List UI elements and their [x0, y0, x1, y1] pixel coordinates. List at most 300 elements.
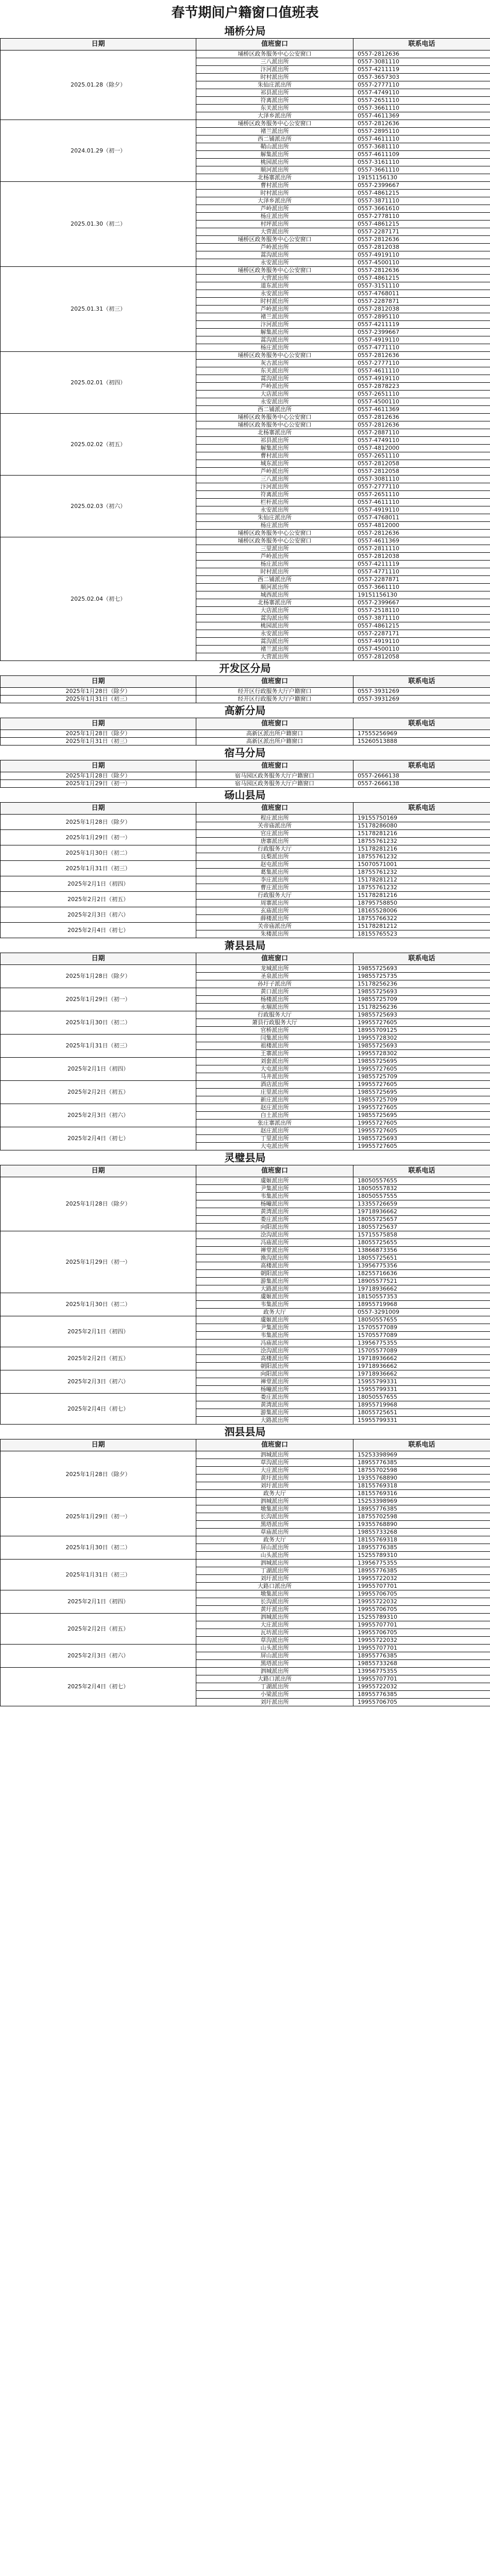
window-cell: 永安派出所	[196, 398, 353, 406]
phone-cell: 15255789310	[353, 1614, 490, 1621]
phone-cell: 18955776385	[353, 1691, 490, 1699]
table-row	[1, 907, 490, 915]
table-row	[1, 696, 490, 703]
date-header: 日期	[1, 718, 196, 730]
window-cell: 蒿沟派出所	[196, 336, 353, 344]
table-row	[1, 476, 490, 483]
phone-cell: 15705577089	[353, 1324, 490, 1332]
phone-cell: 0557-4611110	[353, 499, 490, 506]
phone-cell: 0557-2287871	[353, 298, 490, 306]
date-cell: 2025年2月1日（初四）	[1, 1590, 196, 1614]
window-cell: 埇桥区政务服务中心公安窗口	[196, 421, 353, 429]
window-cell: 曹庄派出所	[196, 884, 353, 892]
phone-cell: 19955707701	[353, 1645, 490, 1652]
window-cell: 虞姬派出所	[196, 1293, 353, 1301]
window-header: 值班窗口	[196, 803, 353, 815]
window-cell: 刘圩派出所	[196, 1699, 353, 1706]
phone-cell: 19718936662	[353, 1363, 490, 1370]
phone-cell: 19955722032	[353, 1575, 490, 1583]
window-cell: 泗城派出所	[196, 1451, 353, 1459]
table-row	[1, 772, 490, 780]
window-header: 值班窗口	[196, 718, 353, 730]
table-row	[1, 1614, 490, 1621]
phone-cell: 18155769316	[353, 1490, 490, 1498]
phone-cell: 0557-2287871	[353, 576, 490, 584]
window-cell: 祁县派出所	[196, 89, 353, 97]
window-cell: 大路口派出所	[196, 1583, 353, 1590]
phone-cell: 18755766322	[353, 915, 490, 923]
phone-cell: 0557-2518110	[353, 607, 490, 615]
window-cell: 永堌派出所	[196, 1004, 353, 1011]
phone-cell: 18755761232	[353, 853, 490, 861]
date-header: 日期	[1, 803, 196, 815]
phone-cell: 0557-3151110	[353, 282, 490, 290]
date-cell: 2025.01.30（初二）	[1, 182, 196, 267]
phone-cell: 15178281216	[353, 892, 490, 900]
window-cell: 李庄派出所	[196, 876, 353, 884]
window-cell: 草沟派出所	[196, 1637, 353, 1645]
window-cell: 大店派出所	[196, 607, 353, 615]
phone-header: 联系电话	[353, 760, 490, 772]
date-cell: 2025年2月4日（初七）	[1, 1127, 196, 1150]
phone-cell: 0557-4611369	[353, 537, 490, 545]
date-cell: 2025年1月29日（初一）	[1, 1231, 196, 1293]
phone-cell: 0557-2777110	[353, 360, 490, 367]
window-cell: 曹村派出所	[196, 452, 353, 460]
window-cell: 大营派出所	[196, 275, 353, 282]
date-cell: 2025年1月28日（除夕）	[1, 772, 196, 780]
phone-cell: 19955707701	[353, 1621, 490, 1629]
phone-cell: 15253398969	[353, 1498, 490, 1505]
phone-cell: 15253398969	[353, 1451, 490, 1459]
phone-cell: 0557-4771110	[353, 344, 490, 352]
window-cell: 永安派出所	[196, 290, 353, 298]
phone-cell: 19955722032	[353, 1637, 490, 1645]
phone-cell: 15178281212	[353, 923, 490, 930]
window-cell: 黄圩派出所	[196, 1475, 353, 1482]
table-row	[1, 730, 490, 738]
date-cell: 2025年1月29日（初一）	[1, 1498, 196, 1536]
phone-cell: 19355768890	[353, 1521, 490, 1529]
phone-cell: 0557-4771110	[353, 568, 490, 576]
phone-cell: 0557-2651110	[353, 97, 490, 105]
phone-cell: 0557-4812000	[353, 522, 490, 530]
window-cell: 向阳派出所	[196, 1370, 353, 1378]
table-row	[1, 815, 490, 822]
window-cell: 埇桥区政务服务中心公安窗口	[196, 267, 353, 275]
window-cell: 埇桥区政务服务中心公安窗口	[196, 236, 353, 244]
phone-cell: 18905577521	[353, 1278, 490, 1285]
table-row	[1, 1370, 490, 1378]
window-cell: 大庄派出所	[196, 1467, 353, 1475]
phone-cell: 18955776385	[353, 1567, 490, 1575]
date-cell: 2025年1月31日（初三）	[1, 861, 196, 876]
phone-cell: 18755761232	[353, 838, 490, 845]
window-cell: 时村派出所	[196, 568, 353, 576]
date-cell: 2025年1月31日（初三）	[1, 1035, 196, 1058]
phone-cell: 19718936662	[353, 1355, 490, 1363]
phone-header: 联系电话	[353, 803, 490, 815]
window-cell: 顺河派出所	[196, 166, 353, 174]
phone-cell: 18150557353	[353, 1293, 490, 1301]
phone-cell: 0557-2651110	[353, 491, 490, 499]
window-cell: 大泽乡派出所	[196, 112, 353, 120]
phone-cell: 0557-4861215	[353, 221, 490, 228]
window-cell: 泗城派出所	[196, 1614, 353, 1621]
window-cell: 解集派出所	[196, 445, 353, 452]
table-row	[1, 876, 490, 884]
section-title: 砀山县局	[224, 789, 266, 801]
window-cell: 刘套派出所	[196, 1058, 353, 1065]
window-cell: 杨庄派出所	[196, 561, 353, 568]
duty-table	[0, 38, 490, 661]
window-cell: 朱楼派出所	[196, 930, 353, 938]
window-cell: 桃园派出所	[196, 159, 353, 166]
window-cell: 符离派出所	[196, 97, 353, 105]
phone-cell: 0557-3871110	[353, 615, 490, 622]
window-cell: 北杨寨派出所	[196, 429, 353, 437]
phone-cell: 19855725693	[353, 1135, 490, 1143]
table-row	[1, 988, 490, 996]
table-row	[1, 1316, 490, 1324]
date-header: 日期	[1, 1439, 196, 1451]
phone-cell: 18155769318	[353, 1482, 490, 1490]
phone-cell: 0557-3661610	[353, 205, 490, 213]
window-cell: 禅堂派出所	[196, 1378, 353, 1386]
window-cell: 山头派出所	[196, 1552, 353, 1560]
phone-cell: 18155765523	[353, 930, 490, 938]
window-cell: 庄里派出所	[196, 1089, 353, 1096]
date-cell: 2025年1月29日（初一）	[1, 988, 196, 1011]
window-cell: 三里派出所	[196, 545, 353, 553]
window-cell: 经开区行政服务大厅户籍窗口	[196, 696, 353, 703]
table-row	[1, 1058, 490, 1065]
window-cell: 赵屯派出所	[196, 861, 353, 869]
window-cell: 蒿沟派出所	[196, 615, 353, 622]
phone-cell: 18755761232	[353, 869, 490, 876]
window-cell: 时村派出所	[196, 190, 353, 197]
table-row	[1, 1590, 490, 1598]
date-cell: 2025年2月2日（初五）	[1, 1347, 196, 1370]
date-cell: 2025年1月28日（除夕）	[1, 1177, 196, 1231]
table-row	[1, 1560, 490, 1567]
table-row	[1, 1668, 490, 1675]
phone-cell: 13956775355	[353, 1668, 490, 1675]
date-cell: 2025年2月4日（初七）	[1, 1668, 196, 1706]
window-cell: 关帝庙派出所	[196, 923, 353, 930]
window-cell: 经开区行政服务大厅户籍窗口	[196, 688, 353, 696]
window-cell: 马井派出所	[196, 1073, 353, 1081]
phone-cell: 15255789310	[353, 1552, 490, 1560]
window-cell: 长沟派出所	[196, 1598, 353, 1606]
window-cell: 黄湾派出所	[196, 1401, 353, 1409]
window-cell: 埇桥区政务服务中心公安窗口	[196, 352, 353, 360]
phone-cell: 0557-2887110	[353, 429, 490, 437]
window-cell: 冯庙派出所	[196, 1340, 353, 1347]
date-cell: 2025年2月2日（初五）	[1, 1614, 196, 1645]
date-cell: 2025年1月31日（初三）	[1, 738, 196, 745]
phone-cell: 19855733268	[353, 1660, 490, 1668]
phone-cell: 0557-4611110	[353, 135, 490, 143]
window-cell: 赵庄派出所	[196, 1127, 353, 1135]
window-cell: 褚兰派出所	[196, 646, 353, 653]
window-cell: 褚兰派出所	[196, 128, 353, 135]
phone-cell: 18955719968	[353, 1301, 490, 1309]
phone-cell: 19855725735	[353, 973, 490, 980]
section-title: 萧县县局	[224, 939, 266, 952]
date-cell: 2025年1月29日（初一）	[1, 780, 196, 788]
phone-cell: 19955706705	[353, 1590, 490, 1598]
window-cell: 屏山派出所	[196, 1544, 353, 1552]
window-cell: 埇桥区政务服务中心公安窗口	[196, 414, 353, 421]
window-cell: 虞姬派出所	[196, 1177, 353, 1185]
date-cell: 2025.01.31（初三）	[1, 267, 196, 352]
window-cell: 埇桥区政务服务中心公安窗口	[196, 530, 353, 537]
date-cell: 2025.02.01（初四）	[1, 352, 196, 414]
window-cell: 政务大厅	[196, 1490, 353, 1498]
phone-header: 联系电话	[353, 718, 490, 730]
window-cell: 刘圩派出所	[196, 1482, 353, 1490]
phone-cell: 18055725637	[353, 1224, 490, 1231]
phone-cell: 19955728302	[353, 1035, 490, 1042]
table-row	[1, 965, 490, 973]
phone-cell: 13355726659	[353, 1200, 490, 1208]
window-header: 值班窗口	[196, 760, 353, 772]
duty-table	[0, 802, 490, 938]
table-row	[1, 1231, 490, 1239]
window-cell: 孙圩子派出所	[196, 980, 353, 988]
window-header: 值班窗口	[196, 1439, 353, 1451]
phone-cell: 19955706705	[353, 1629, 490, 1637]
date-cell: 2025年2月3日（初六）	[1, 907, 196, 923]
date-cell: 2025年1月31日（初三）	[1, 1560, 196, 1590]
window-cell: 芦岭派出所	[196, 205, 353, 213]
window-cell: 大屯派出所	[196, 1143, 353, 1150]
phone-cell: 18955776385	[353, 1544, 490, 1552]
phone-cell: 18755702598	[353, 1513, 490, 1521]
window-cell: 尹集派出所	[196, 1185, 353, 1193]
table-row	[1, 1645, 490, 1652]
duty-table	[0, 675, 490, 703]
phone-cell: 19955706705	[353, 1606, 490, 1614]
window-cell: 屏山派出所	[196, 1652, 353, 1660]
phone-cell: 0557-4611369	[353, 112, 490, 120]
date-cell: 2025年2月3日（初六）	[1, 1370, 196, 1394]
date-cell: 2025年1月31日（初三）	[1, 696, 196, 703]
window-cell: 政务大厅	[196, 1536, 353, 1544]
section-title: 泗县县局	[224, 1426, 266, 1438]
window-cell: 墩集派出所	[196, 1505, 353, 1513]
window-cell: 村坪派出所	[196, 221, 353, 228]
date-cell: 2025年2月1日（初四）	[1, 876, 196, 892]
phone-cell: 19718936662	[353, 1285, 490, 1293]
window-cell: 白土派出所	[196, 1112, 353, 1120]
phone-cell: 0557-4919110	[353, 251, 490, 259]
phone-cell: 15070571001	[353, 861, 490, 869]
phone-cell: 0557-2812636	[353, 120, 490, 128]
window-cell: 尹集派出所	[196, 1324, 353, 1332]
header-row	[1, 718, 490, 730]
phone-cell: 15705577089	[353, 1347, 490, 1355]
section-title: 高新分局	[224, 704, 266, 717]
phone-cell: 0557-3661110	[353, 584, 490, 591]
window-cell: 韦集派出所	[196, 1193, 353, 1200]
window-cell: 宿马园区政务服务大厅户籍窗口	[196, 772, 353, 780]
phone-cell: 0557-3681110	[353, 143, 490, 151]
phone-cell: 0557-3931269	[353, 688, 490, 696]
phone-cell: 0557-2878223	[353, 383, 490, 391]
table-row	[1, 1177, 490, 1185]
window-cell: 唐寨派出所	[196, 838, 353, 845]
phone-cell: 19955727605	[353, 1081, 490, 1089]
phone-cell: 0557-3661110	[353, 166, 490, 174]
window-cell: 赵庄派出所	[196, 1104, 353, 1112]
phone-cell: 0557-3661110	[353, 105, 490, 112]
window-cell: 城东派出所	[196, 460, 353, 468]
phone-cell: 15178286080	[353, 822, 490, 830]
window-cell: 大路派出所	[196, 1285, 353, 1293]
window-cell: 芦岭派出所	[196, 383, 353, 391]
phone-cell: 0557-2287171	[353, 630, 490, 638]
window-cell: 杨庄派出所	[196, 522, 353, 530]
window-cell: 小梁派出所	[196, 1691, 353, 1699]
phone-cell: 19855725693	[353, 1042, 490, 1050]
window-cell: 东关派出所	[196, 367, 353, 375]
phone-cell: 19718936662	[353, 1370, 490, 1378]
table-row	[1, 50, 490, 58]
table-row	[1, 1536, 490, 1544]
window-cell: 黄口派出所	[196, 988, 353, 996]
window-cell: 向阳派出所	[196, 1224, 353, 1231]
phone-cell: 0557-2895110	[353, 128, 490, 135]
phone-cell: 15955799331	[353, 1386, 490, 1394]
window-cell: 玄庙派出所	[196, 907, 353, 915]
phone-cell: 19155750169	[353, 815, 490, 822]
window-cell: 杨疃派出所	[196, 1200, 353, 1208]
date-cell: 2025.01.28（除夕）	[1, 50, 196, 120]
phone-cell: 19855725695	[353, 1112, 490, 1120]
phone-cell: 0557-2287171	[353, 228, 490, 236]
window-cell: 圣泉派出所	[196, 973, 353, 980]
window-cell: 酒店派出所	[196, 1081, 353, 1089]
table-row	[1, 267, 490, 275]
phone-cell: 0557-3161110	[353, 159, 490, 166]
window-cell: 关帝庙派出所	[196, 822, 353, 830]
phone-cell: 19955727605	[353, 1143, 490, 1150]
window-cell: 娄庄派出所	[196, 1216, 353, 1224]
table-row	[1, 923, 490, 930]
date-cell: 2025年1月28日（除夕）	[1, 1451, 196, 1498]
phone-cell: 15260513888	[353, 738, 490, 745]
window-cell: 大营派出所	[196, 653, 353, 661]
window-cell: 北杨寨派出所	[196, 174, 353, 182]
window-cell: 薛楼派出所	[196, 915, 353, 923]
phone-cell: 0557-4768011	[353, 514, 490, 522]
window-cell: 行政服务大厅	[196, 892, 353, 900]
phone-cell: 0557-4861215	[353, 622, 490, 630]
window-cell: 北杨寨派出所	[196, 599, 353, 607]
phone-cell: 0557-2812636	[353, 530, 490, 537]
phone-cell: 0557-4211119	[353, 66, 490, 74]
phone-cell: 19955727605	[353, 1019, 490, 1027]
phone-header: 联系电话	[353, 953, 490, 965]
window-cell: 杨疃派出所	[196, 1386, 353, 1394]
header-row	[1, 1439, 490, 1451]
date-header: 日期	[1, 1165, 196, 1177]
date-cell: 2025.02.02（初五）	[1, 414, 196, 476]
phone-cell: 0557-4211119	[353, 561, 490, 568]
table-row	[1, 1127, 490, 1135]
phone-cell: 0557-4919110	[353, 638, 490, 646]
header-row	[1, 39, 490, 50]
date-cell: 2025.02.04（初七）	[1, 537, 196, 661]
window-cell: 汴河派出所	[196, 321, 353, 329]
window-cell: 大店派出所	[196, 391, 353, 398]
phone-cell: 15178256236	[353, 980, 490, 988]
window-cell: 芦岭派出所	[196, 244, 353, 251]
table-row	[1, 120, 490, 128]
phone-cell: 0557-2811110	[353, 545, 490, 553]
window-cell: 大屯派出所	[196, 1065, 353, 1073]
window-cell: 鞘山派出所	[196, 143, 353, 151]
phone-cell: 18055725651	[353, 1409, 490, 1417]
header-row	[1, 676, 490, 688]
phone-cell: 18050557655	[353, 1177, 490, 1185]
phone-cell: 19855725709	[353, 1073, 490, 1081]
phone-cell: 0557-2666138	[353, 780, 490, 788]
phone-cell: 0557-2812038	[353, 553, 490, 561]
phone-cell: 15955799331	[353, 1417, 490, 1425]
date-cell: 2025年1月30日（初二）	[1, 1011, 196, 1035]
phone-cell: 18955719968	[353, 1401, 490, 1409]
phone-cell: 18255716636	[353, 1270, 490, 1278]
phone-cell: 15178281212	[353, 876, 490, 884]
window-cell: 栏杆派出所	[196, 499, 353, 506]
window-cell: 张庄寨派出所	[196, 1120, 353, 1127]
phone-cell: 18055725657	[353, 1216, 490, 1224]
window-cell: 杨庄派出所	[196, 213, 353, 221]
window-cell: 杨楼派出所	[196, 996, 353, 1004]
header-row	[1, 803, 490, 815]
window-cell: 大路派出所	[196, 1417, 353, 1425]
window-cell: 瓦坊派出所	[196, 1629, 353, 1637]
phone-cell: 0557-4611369	[353, 406, 490, 414]
table-row	[1, 1347, 490, 1355]
phone-cell: 19151156130	[353, 174, 490, 182]
phone-cell: 19855733268	[353, 1529, 490, 1536]
section-title: 埇桥分局	[224, 25, 266, 37]
window-cell: 草沟派出所	[196, 1459, 353, 1467]
phone-cell: 19955722032	[353, 1683, 490, 1691]
phone-cell: 0557-4749110	[353, 437, 490, 445]
table-row	[1, 780, 490, 788]
window-cell: 汴河派出所	[196, 66, 353, 74]
phone-cell: 19855725695	[353, 1089, 490, 1096]
phone-cell: 0557-2777110	[353, 81, 490, 89]
phone-cell: 19855725709	[353, 1096, 490, 1104]
phone-cell: 0557-4919110	[353, 506, 490, 514]
phone-cell: 0557-4919110	[353, 336, 490, 344]
phone-cell: 15178256236	[353, 1004, 490, 1011]
date-cell: 2025年1月28日（除夕）	[1, 730, 196, 738]
phone-cell: 19855725693	[353, 965, 490, 973]
header-row	[1, 760, 490, 772]
window-cell: 芦岭派出所	[196, 306, 353, 313]
window-cell: 灰古派出所	[196, 360, 353, 367]
phone-cell: 0557-2777110	[353, 483, 490, 491]
window-cell: 三八派出所	[196, 58, 353, 66]
phone-cell: 0557-4749110	[353, 89, 490, 97]
